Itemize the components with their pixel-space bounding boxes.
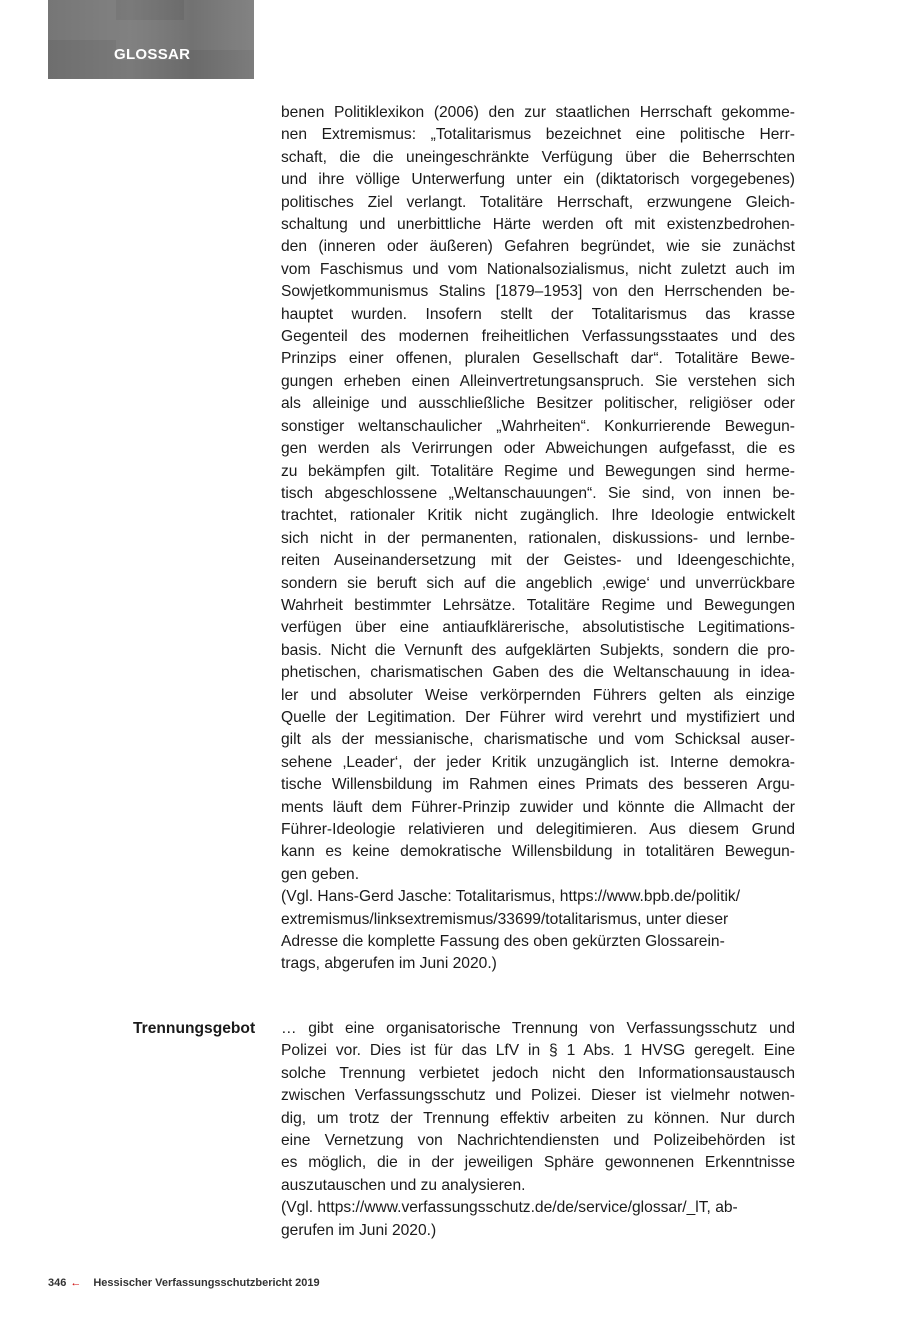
tab-decoration	[184, 0, 254, 50]
back-arrow-icon[interactable]: ←	[70, 1277, 82, 1289]
text-line: zwischen Verfassungsschutz und Polizei. Dieser ist vielmehr notwen-	[281, 1087, 795, 1105]
text-line: Wahrheit bestimmter Lehrsätze. Totalitäre Regime und Bewegungen	[281, 596, 795, 614]
glossary-term-trennungsgebot: Trennungsgebot	[133, 1020, 256, 1037]
text-line: phetischen, charismatischen Gaben des die Weltanschauung in idea-	[281, 664, 795, 682]
text-line: den (inneren oder äußeren) Gefahren begründet, wie sie zunächst	[281, 238, 795, 256]
text-line: vom Faschismus und vom Nationalsozialismus, nicht zuletzt auch im	[281, 260, 795, 278]
text-line: auszutauschen und zu analysieren.	[281, 1176, 526, 1194]
text-line: benen Politiklexikon (2006) den zur staatlichen Herrschaft gekomme-	[281, 104, 795, 121]
text-line: … gibt eine organisatorische Trennung von Verfassungsschutz und	[281, 1020, 795, 1037]
text-line: Adresse die komplette Fassung des oben gekürzten Glossarein-	[281, 933, 725, 951]
text-line: verfügen über eine antiaufklärerische, absolutistische Legitimations-	[281, 619, 795, 637]
text-line: nen Extremismus: „Totalitarismus bezeichnet eine politische Herr-	[281, 126, 795, 144]
text-line: Gegenteil des modernen freiheitlichen Verfassungsstaates und des	[281, 328, 795, 346]
text-line: gungen erheben einen Alleinvertretungsanspruch. Sie verstehen sich	[281, 372, 795, 390]
section-label: GLOSSAR	[114, 46, 191, 63]
text-line: sehene ‚Leader‘, der jeder Kritik unzugänglich ist. Interne demokra-	[281, 753, 795, 771]
text-line: Quelle der Legitimation. Der Führer wird verehrt und mystifiziert und	[281, 708, 795, 726]
text-line: tische Willensbildung im Rahmen eines Primats des besseren Argu-	[281, 776, 795, 794]
text-line: ments läuft dem Führer-Prinzip zuwider und könnte die Allmacht der	[281, 798, 795, 816]
text-line: als alleinige und ausschließliche Besitzer politischer, religiöser oder	[281, 395, 795, 413]
text-line: schaft, die die uneingeschränkte Verfügung über die Beherrschten	[281, 148, 795, 166]
text-line: tisch abgeschlossene „Weltanschauungen“. Sie sind, von innen be-	[281, 484, 795, 502]
text-line: gilt als der messianische, charismatische und vom Schicksal auser-	[281, 731, 795, 749]
text-line: (Vgl. Hans-Gerd Jasche: Totalitarismus, https://www.bpb.de/politik/	[281, 888, 741, 906]
text-line: trags, abgerufen im Juni 2020.)	[281, 955, 497, 973]
text-line: hauptet wurden. Insofern stellt der Totalitarismus das krasse	[281, 305, 795, 323]
text-line: Sowjetkommunismus Stalins [1879–1953] von den Herrschenden be-	[281, 283, 795, 301]
text-line: gerufen im Juni 2020.)	[281, 1221, 437, 1239]
tab-decoration	[48, 0, 116, 40]
text-line: reiten Auseinandersetzung mit der Geistes- und Ideengeschichte,	[281, 552, 795, 570]
text-line: und ihre völlige Unterwerfung unter ein (diktatorisch vorgegebenes)	[281, 171, 795, 189]
text-line: solche Trennung verbietet jedoch nicht den Informationsaustausch	[281, 1064, 795, 1082]
trennungsgebot-entry-text	[281, 1018, 795, 1242]
text-line: Prinzips einer offenen, pluralen Gesellschaft dar“. Totalitäre Bewe-	[281, 350, 795, 368]
text-line: es möglich, die in der jeweiligen Sphäre gewonnenen Erkenntnisse	[281, 1154, 795, 1172]
text-line: gen werden als Verirrungen oder Abweichungen aufgefasst, die es	[281, 440, 795, 458]
text-line: sonstiger weltanschaulicher „Wahrheiten“. Konkurrierende Bewegun-	[281, 417, 795, 435]
page-footer	[48, 1277, 320, 1289]
text-line: trachtet, rationaler Kritik nicht zugänglich. Ihre Ideologie entwickelt	[281, 507, 795, 525]
text-line: politisches Ziel verlangt. Totalitäre Herrschaft, erzwungene Gleich-	[281, 193, 795, 211]
page-number: 346	[48, 1277, 67, 1289]
text-line: schaltung und unerbittliche Härte werden oft mit existenzbedrohen-	[281, 216, 795, 234]
text-line: Polizei vor. Dies ist für das LfV in § 1 Abs. 1 HVSG geregelt. Eine	[281, 1042, 795, 1060]
publication-title: Hessischer Verfassungsschutzbericht 2019	[93, 1277, 320, 1289]
text-line: sich nicht in der permanenten, rationalen, diskussions- und lernbe-	[281, 529, 795, 547]
text-line: eine Vernetzung von Nachrichtendiensten und Polizeibehörden ist	[281, 1132, 795, 1150]
text-line: dig, um trotz der Trennung effektiv arbeiten zu können. Nur durch	[281, 1109, 795, 1127]
text-line: (Vgl. https://www.verfassungsschutz.de/de/service/glossar/_lT, ab-	[281, 1199, 738, 1217]
text-line: gen geben.	[281, 865, 360, 883]
text-line: sondern sie beruft sich auf die angeblich ‚ewige‘ und unverrückbare	[281, 574, 795, 592]
text-line: Führer-Ideologie relativieren und delegitimieren. Aus diesem Grund	[281, 821, 795, 838]
text-line: basis. Nicht die Vernunft des aufgeklärten Subjekts, sondern die pro-	[281, 641, 795, 659]
section-tab	[48, 0, 254, 79]
text-line: extremismus/linksextremismus/33699/totalitarismus, unter dieser	[281, 910, 729, 928]
text-line: zu bekämpfen gilt. Totalitäre Regime und Bewegungen sind herme-	[281, 462, 795, 480]
totalitarismus-entry-text	[281, 102, 795, 976]
text-line: ler und absoluter Weise verkörpernden Führers gelten als einzige	[281, 686, 795, 704]
text-line: kann es keine demokratische Willensbildung in totalitären Bewegun-	[281, 843, 795, 861]
